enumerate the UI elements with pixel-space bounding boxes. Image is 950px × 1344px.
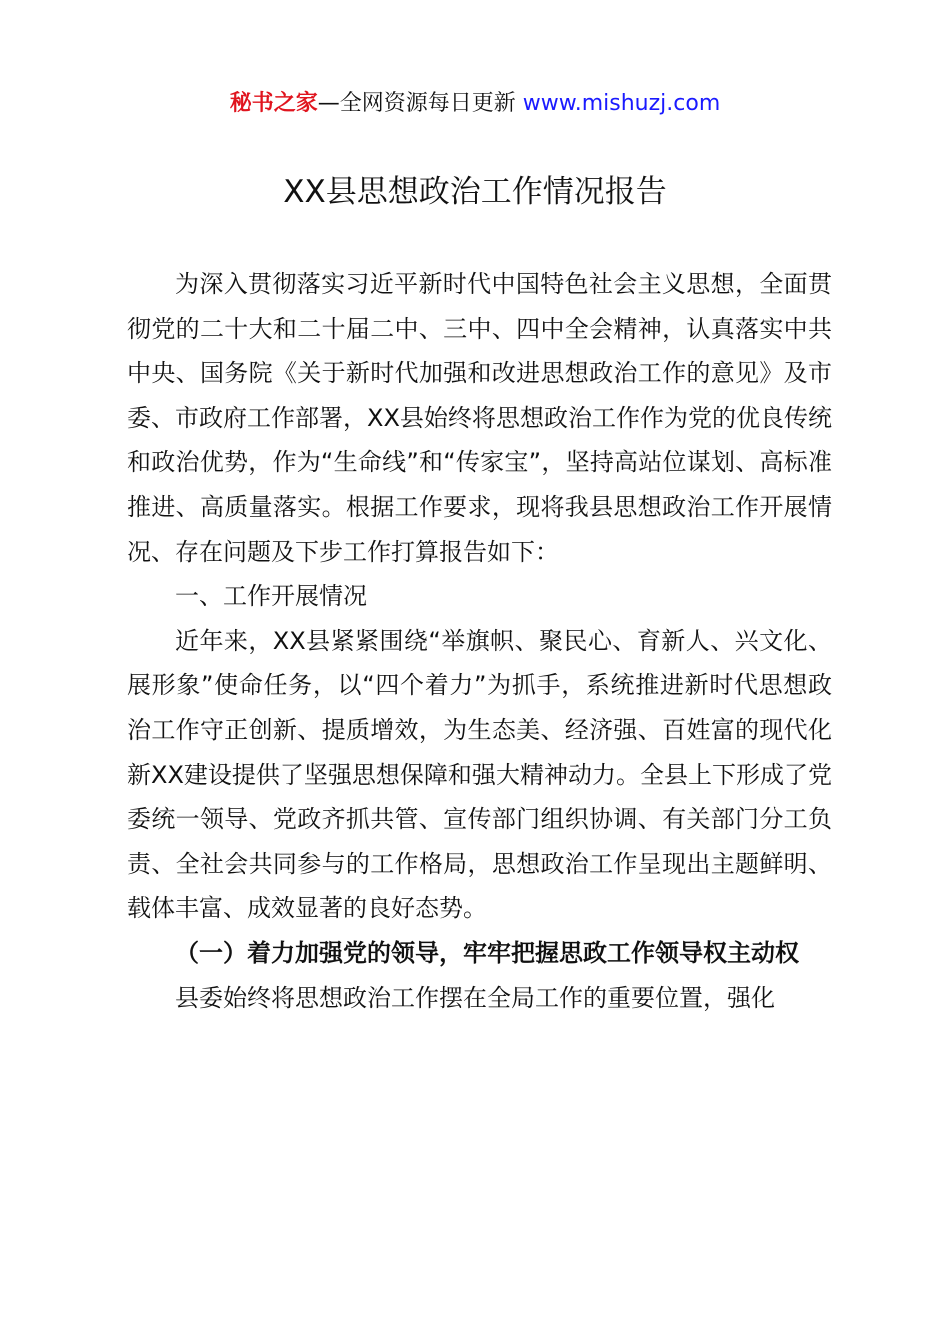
site-header bbox=[0, 86, 950, 122]
section-1-paragraph: 近年来，XX县紧紧围绕“举旗帜、聚民心、育新人、兴文化、展形象”使命任务，以“四个着力”为抓手，系统推进新时代思想政治工作守正创新、提质增效，为生态美、经济强、百姓富的现代化新XX建设提供了坚强思想保障和强大精神动力。全县上下形成了党委统一领导、党政齐抓共管、宣传部门组织协调、有关部门分工负责、全社会共同参与的工作格局，思想政治工作呈现出主题鲜明、载体丰富、成效显著的良好态势。 bbox=[127, 626, 832, 923]
subsection-1-heading: （一）着力加强党的领导，牢牢把握思政工作领导权主动权 bbox=[175, 938, 799, 967]
intro-paragraph: 为深入贯彻落实习近平新时代中国特色社会主义思想，全面贯彻党的二十大和二十届二中、三中、四中全会精神，认真落实中共中央、国务院《关于新时代加强和改进思想政治工作的意见》及市委、市政府工作部署，XX县始终将思想政治工作作为党的优良传统和政治优势，作为“生命线”和“传家宝”，坚持高站位谋划、高标准推进、高质量落实。根据工作要求，现将我县思想政治工作开展情况、存在问题及下步工作打算报告如下： bbox=[127, 270, 832, 566]
document-body bbox=[127, 262, 832, 1020]
site-url-link[interactable]: www.mishuzj.com bbox=[522, 91, 721, 116]
site-brand: 秘书之家 bbox=[229, 91, 318, 116]
subsection-1-paragraph: 县委始终将思想政治工作摆在全局工作的重要位置，强化 bbox=[175, 983, 775, 1012]
document-title: XX县思想政治工作情况报告 bbox=[283, 174, 667, 210]
site-tagline: —全网资源每日更新 bbox=[317, 91, 516, 116]
section-1-heading: 一、工作开展情况 bbox=[175, 582, 367, 611]
